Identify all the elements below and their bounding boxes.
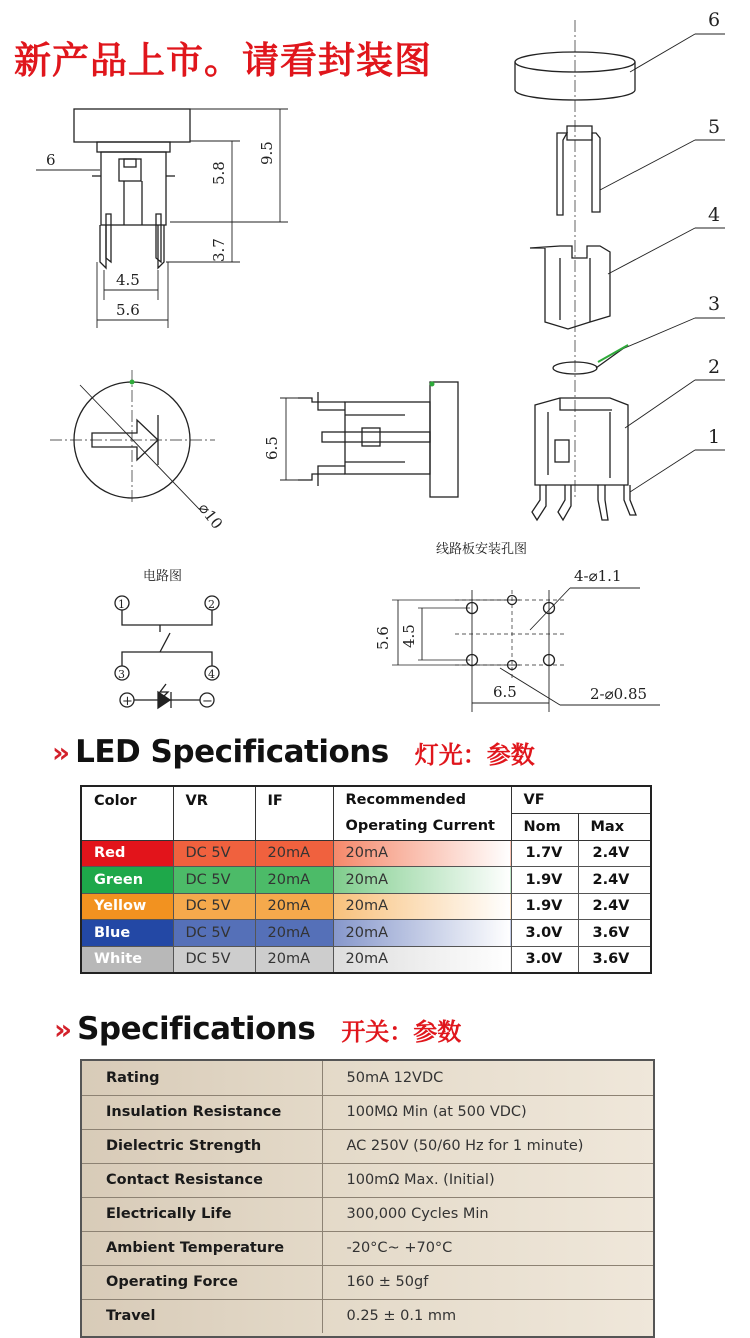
spec-title-en: Specifications bbox=[77, 1011, 316, 1047]
led-vf-max: 3.6V bbox=[578, 946, 651, 973]
spec-key: Ambient Temperature bbox=[82, 1231, 322, 1265]
spec-value: 50mA 12VDC bbox=[322, 1061, 653, 1095]
led-vr: DC 5V bbox=[173, 893, 255, 920]
led-section-title bbox=[52, 734, 535, 770]
plus-sign: + bbox=[122, 694, 133, 709]
spec-row bbox=[82, 1061, 653, 1095]
hole-2-d0-85: 2-⌀0.85 bbox=[590, 685, 648, 703]
led-row bbox=[81, 867, 651, 894]
part-label-5: 5 bbox=[708, 116, 721, 138]
spec-value: AC 250V (50/60 Hz for 1 minute) bbox=[322, 1129, 653, 1163]
front-view-drawing bbox=[36, 109, 288, 328]
pcb-dim-4-5: 4.5 bbox=[400, 624, 418, 648]
spec-value: 100mΩ Max. (Initial) bbox=[322, 1163, 653, 1197]
pcb-title: 线路板安装孔图 bbox=[436, 542, 528, 557]
spec-key: Electrically Life bbox=[82, 1197, 322, 1231]
switch-spec-table bbox=[82, 1061, 653, 1333]
dim-3-7: 3.7 bbox=[210, 238, 228, 262]
spec-row bbox=[82, 1163, 653, 1197]
top-view-drawing bbox=[50, 370, 215, 510]
led-recommended: 20mA bbox=[333, 867, 511, 894]
led-vr: DC 5V bbox=[173, 840, 255, 867]
part-label-2: 2 bbox=[708, 356, 721, 378]
led-vf-nom: 3.0V bbox=[511, 920, 578, 947]
exploded-view-drawing bbox=[515, 20, 725, 520]
spec-value: 0.25 ± 0.1 mm bbox=[346, 1308, 457, 1325]
th-nom: Nom bbox=[511, 813, 578, 840]
pcb-dim-6-5: 6.5 bbox=[493, 683, 517, 701]
part-label-6: 6 bbox=[708, 9, 721, 31]
led-if: 20mA bbox=[255, 893, 333, 920]
th-vf: VF bbox=[511, 786, 651, 813]
dim-6-5: 6.5 bbox=[263, 436, 281, 460]
led-if: 20mA bbox=[255, 946, 333, 973]
spec-key: Contact Resistance bbox=[82, 1163, 322, 1197]
spec-row bbox=[82, 1095, 653, 1129]
pin-3: 3 bbox=[118, 668, 125, 681]
headline: 新产品上市。请看封装图 bbox=[14, 39, 432, 82]
pcb-dim-5-6: 5.6 bbox=[374, 626, 392, 650]
spec-value: -20°C~ +70°C bbox=[322, 1231, 653, 1265]
led-color-name: Red bbox=[81, 840, 173, 867]
dim-5-6: 5.6 bbox=[116, 301, 140, 319]
pin-2: 2 bbox=[208, 598, 215, 611]
dim-6: 6 bbox=[46, 151, 56, 169]
spec-key: Operating Force bbox=[82, 1265, 322, 1299]
led-if: 20mA bbox=[255, 840, 333, 867]
part-label-4: 4 bbox=[708, 204, 721, 226]
led-spec-table bbox=[80, 785, 652, 974]
spec-row bbox=[82, 1129, 653, 1163]
dim-4-5: 4.5 bbox=[116, 271, 140, 289]
led-recommended: 20mA bbox=[333, 920, 511, 947]
led-row bbox=[81, 920, 651, 947]
chevron-icon: » bbox=[52, 735, 68, 769]
part-label-3: 3 bbox=[708, 293, 721, 315]
spec-value: 100MΩ Min (at 500 VDC) bbox=[322, 1095, 653, 1129]
led-vr: DC 5V bbox=[173, 920, 255, 947]
led-vf-max: 3.6V bbox=[578, 920, 651, 947]
led-color-name: Yellow bbox=[81, 893, 173, 920]
th-max: Max bbox=[578, 813, 651, 840]
led-color-name: Green bbox=[81, 867, 173, 894]
led-row bbox=[81, 946, 651, 973]
spec-section-title bbox=[54, 1011, 461, 1047]
th-vr: VR bbox=[173, 786, 255, 840]
dim-diameter-10: ⌀10 bbox=[194, 499, 227, 533]
led-vf-max: 2.4V bbox=[578, 840, 651, 867]
spec-key: Rating bbox=[82, 1061, 322, 1095]
led-vr: DC 5V bbox=[173, 946, 255, 973]
th-recommended: Recommended bbox=[333, 786, 511, 813]
spec-key: Insulation Resistance bbox=[82, 1095, 322, 1129]
spec-key: Travel bbox=[82, 1299, 322, 1333]
spec-row bbox=[82, 1265, 653, 1299]
spec-title-cn: 开关：参数 bbox=[341, 1017, 462, 1046]
led-color-name: White bbox=[81, 946, 173, 973]
led-vf-nom: 3.0V bbox=[511, 946, 578, 973]
led-if: 20mA bbox=[255, 920, 333, 947]
dim-5-8: 5.8 bbox=[210, 161, 228, 185]
chevron-icon: » bbox=[54, 1012, 70, 1046]
spec-value: 300,000 Cycles Min bbox=[322, 1197, 653, 1231]
led-vf-nom: 1.7V bbox=[511, 840, 578, 867]
pin-1: 1 bbox=[118, 598, 125, 611]
dim-9-5: 9.5 bbox=[258, 141, 276, 165]
pin-4: 4 bbox=[208, 668, 215, 681]
circuit-title: 电路图 bbox=[143, 569, 183, 584]
led-vf-max: 2.4V bbox=[578, 893, 651, 920]
th-if: IF bbox=[255, 786, 333, 840]
led-recommended: 20mA bbox=[333, 893, 511, 920]
led-vf-nom: 1.9V bbox=[511, 893, 578, 920]
led-recommended: 20mA bbox=[333, 946, 511, 973]
led-vf-max: 2.4V bbox=[578, 867, 651, 894]
th-operating-current: Operating Current bbox=[333, 813, 511, 840]
led-title-en: LED Specifications bbox=[75, 734, 389, 770]
led-title-cn: 灯光：参数 bbox=[414, 740, 535, 769]
led-recommended: 20mA bbox=[333, 840, 511, 867]
spec-row bbox=[82, 1231, 653, 1265]
spec-key: Dielectric Strength bbox=[82, 1129, 322, 1163]
led-row bbox=[81, 840, 651, 867]
hole-4-d1-1: 4-⌀1.1 bbox=[574, 567, 622, 585]
circuit-diagram bbox=[115, 596, 219, 708]
minus-sign: − bbox=[202, 694, 213, 709]
led-if: 20mA bbox=[255, 867, 333, 894]
led-vr: DC 5V bbox=[173, 867, 255, 894]
led-vf-nom: 1.9V bbox=[511, 867, 578, 894]
th-color: Color bbox=[81, 786, 173, 840]
spec-row bbox=[82, 1197, 653, 1231]
spec-row bbox=[82, 1299, 653, 1333]
led-color-name: Blue bbox=[81, 920, 173, 947]
switch-spec-panel bbox=[80, 1059, 655, 1338]
part-label-1: 1 bbox=[708, 426, 721, 448]
side-view-drawing bbox=[280, 382, 458, 497]
spec-value: 160 ± 50gf bbox=[322, 1265, 653, 1299]
led-row bbox=[81, 893, 651, 920]
